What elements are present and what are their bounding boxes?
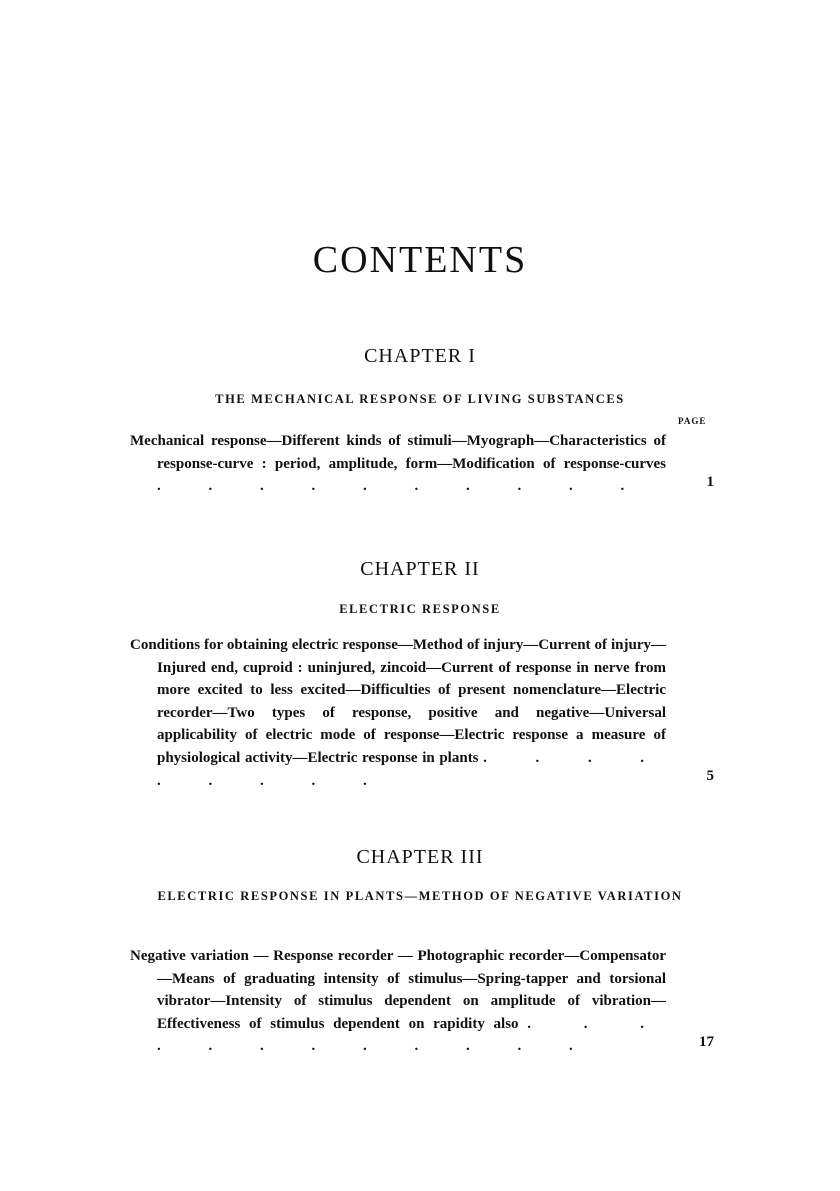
dot-leader: . . . . . . . . . . . .: [157, 1015, 667, 1055]
chapter-summary-text: Mechanical response—Different kinds of stimuli—Myograph—Characteristics of response-curve : period, amplitude, form—Modification of response-curves: [130, 433, 666, 472]
chapter-summary-text: Negative variation — Response recorder — Photographic recorder—Compensator—Means of graduating intensity of stimulus—Spring-tapper and torsional vibrator—Intensity of stimulus dependent on amplitude of vibration—Effectiveness of stimulus dependent on rapidity also: [130, 948, 666, 1032]
chapter-summary-text: Conditions for obtaining electric response—Method of injury—Current of injury—Injured end, cuproid : uninjured, zincoid—Current of response in nerve from more excited to less excited—Difficulties of present nomenclature—Electric recorder—Two types of response, positive and negative—Universal applicability of electric mode of response—Electric response a measure of physiological activity—Electric response in plants: [130, 637, 666, 766]
chapter-heading-3: CHAPTER III: [356, 846, 484, 868]
page-column-label: PAGE: [678, 416, 707, 426]
page-number-2: 5: [706, 768, 714, 784]
chapter-subtitle-2: ELECTRIC RESPONSE: [339, 602, 501, 616]
chapter-summary-3: [130, 945, 666, 1058]
page-number-1: 1: [706, 474, 714, 490]
page-number-3: 17: [699, 1034, 714, 1050]
dot-leader: . . . . . . . . .: [157, 749, 667, 789]
chapter-subtitle-3: ELECTRIC RESPONSE IN PLANTS—METHOD OF NEGATIVE VARIATION: [157, 889, 683, 903]
dot-leader: . . . . . . . . . .: [157, 478, 647, 495]
chapter-heading-2: CHAPTER II: [360, 558, 480, 580]
chapter-heading-1: CHAPTER I: [364, 345, 476, 367]
chapter-summary-2: [130, 634, 666, 792]
chapter-summary-1: [130, 430, 666, 498]
page-title: CONTENTS: [312, 239, 528, 281]
chapter-subtitle-1: THE MECHANICAL RESPONSE OF LIVING SUBSTANCES: [215, 392, 625, 406]
